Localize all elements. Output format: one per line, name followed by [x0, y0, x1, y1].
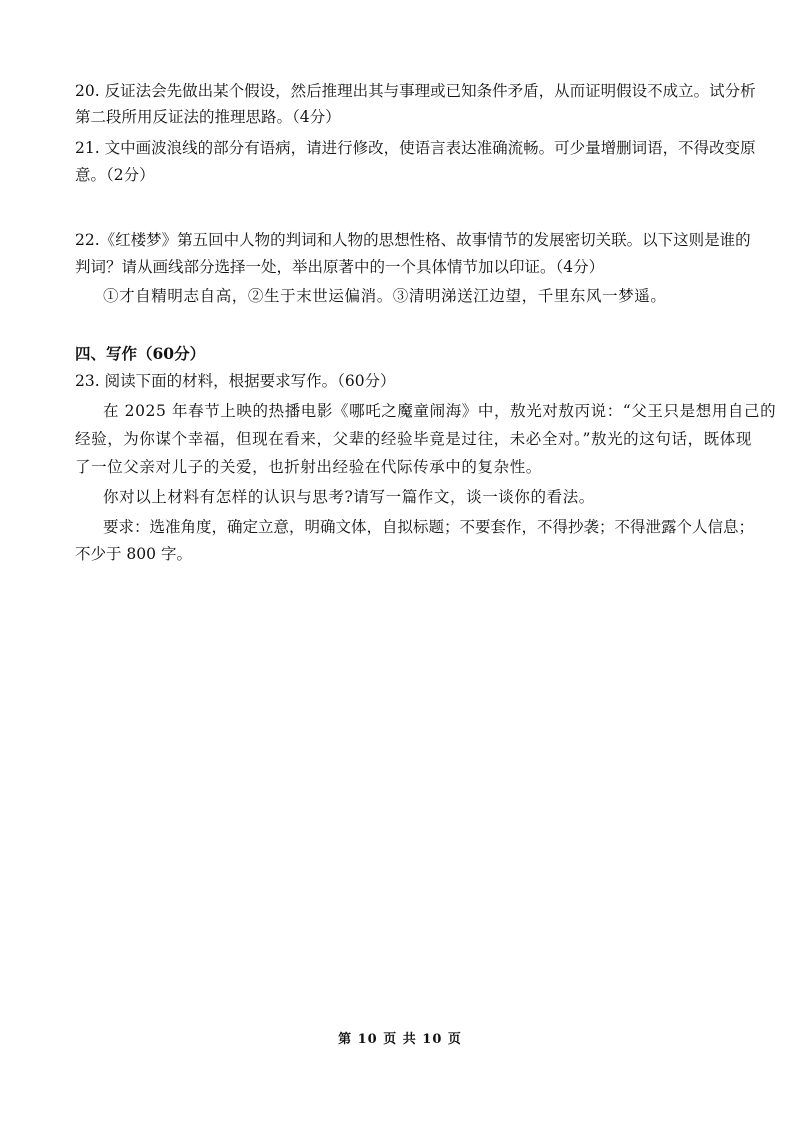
q23-material-line-2: 经验，为你谋个幸福，但现在看来，父辈的经验毕竟是过往，未必全对。”敖光的这句话，既体现	[75, 430, 752, 448]
q23-material-line-3: 了一位父亲对儿子的关爱，也折射出经验在代际传承中的复杂性。	[75, 458, 542, 476]
q23-requirements-line-1: 要求：选准角度，确定立意，明确文体，自拟标题；不要套作，不得抄袭；不得泄露个人信息；	[103, 518, 755, 536]
q21-line-2: 意。（2分）	[75, 166, 155, 184]
q22-verse: ①才自精明志自高，②生于末世运偏消。③清明涕送江边望，千里东风一梦遥。	[103, 287, 667, 305]
q20-line-1: 20. 反证法会先做出某个假设，然后推理出其与事理或已知条件矛盾，从而证明假设不成立。试分析	[75, 82, 756, 100]
q21-line-1: 21. 文中画波浪线的部分有语病，请进行修改，使语言表达准确流畅。可少量增删词语，不得改变原	[75, 139, 756, 157]
q23-intro: 23. 阅读下面的材料，根据要求写作。（60分）	[75, 372, 396, 390]
q20-line-2: 第二段所用反证法的推理思路。（4分）	[75, 108, 341, 126]
q22-line-2: 判词？请从画线部分选择一处，举出原著中的一个具体情节加以印证。（4分）	[75, 258, 605, 276]
q23-material-line-1: 在 2025 年春节上映的热播电影《哪吒之魔童闹海》中，敖光对敖丙说：“父王只是想用自己的	[103, 402, 777, 420]
q22-line-1: 22.《红楼梦》第五回中人物的判词和人物的思想性格、故事情节的发展密切关联。以下这则是谁的	[75, 231, 751, 249]
page-number-footer: 第 10 页 共 10 页	[338, 1032, 462, 1047]
q23-requirements-line-2: 不少于 800 字。	[75, 545, 192, 563]
q23-prompt: 你对以上材料有怎样的认识与思考?请写一篇作文，谈一谈你的看法。	[103, 488, 595, 506]
section-heading-writing: 四、写作（60分）	[75, 344, 206, 363]
